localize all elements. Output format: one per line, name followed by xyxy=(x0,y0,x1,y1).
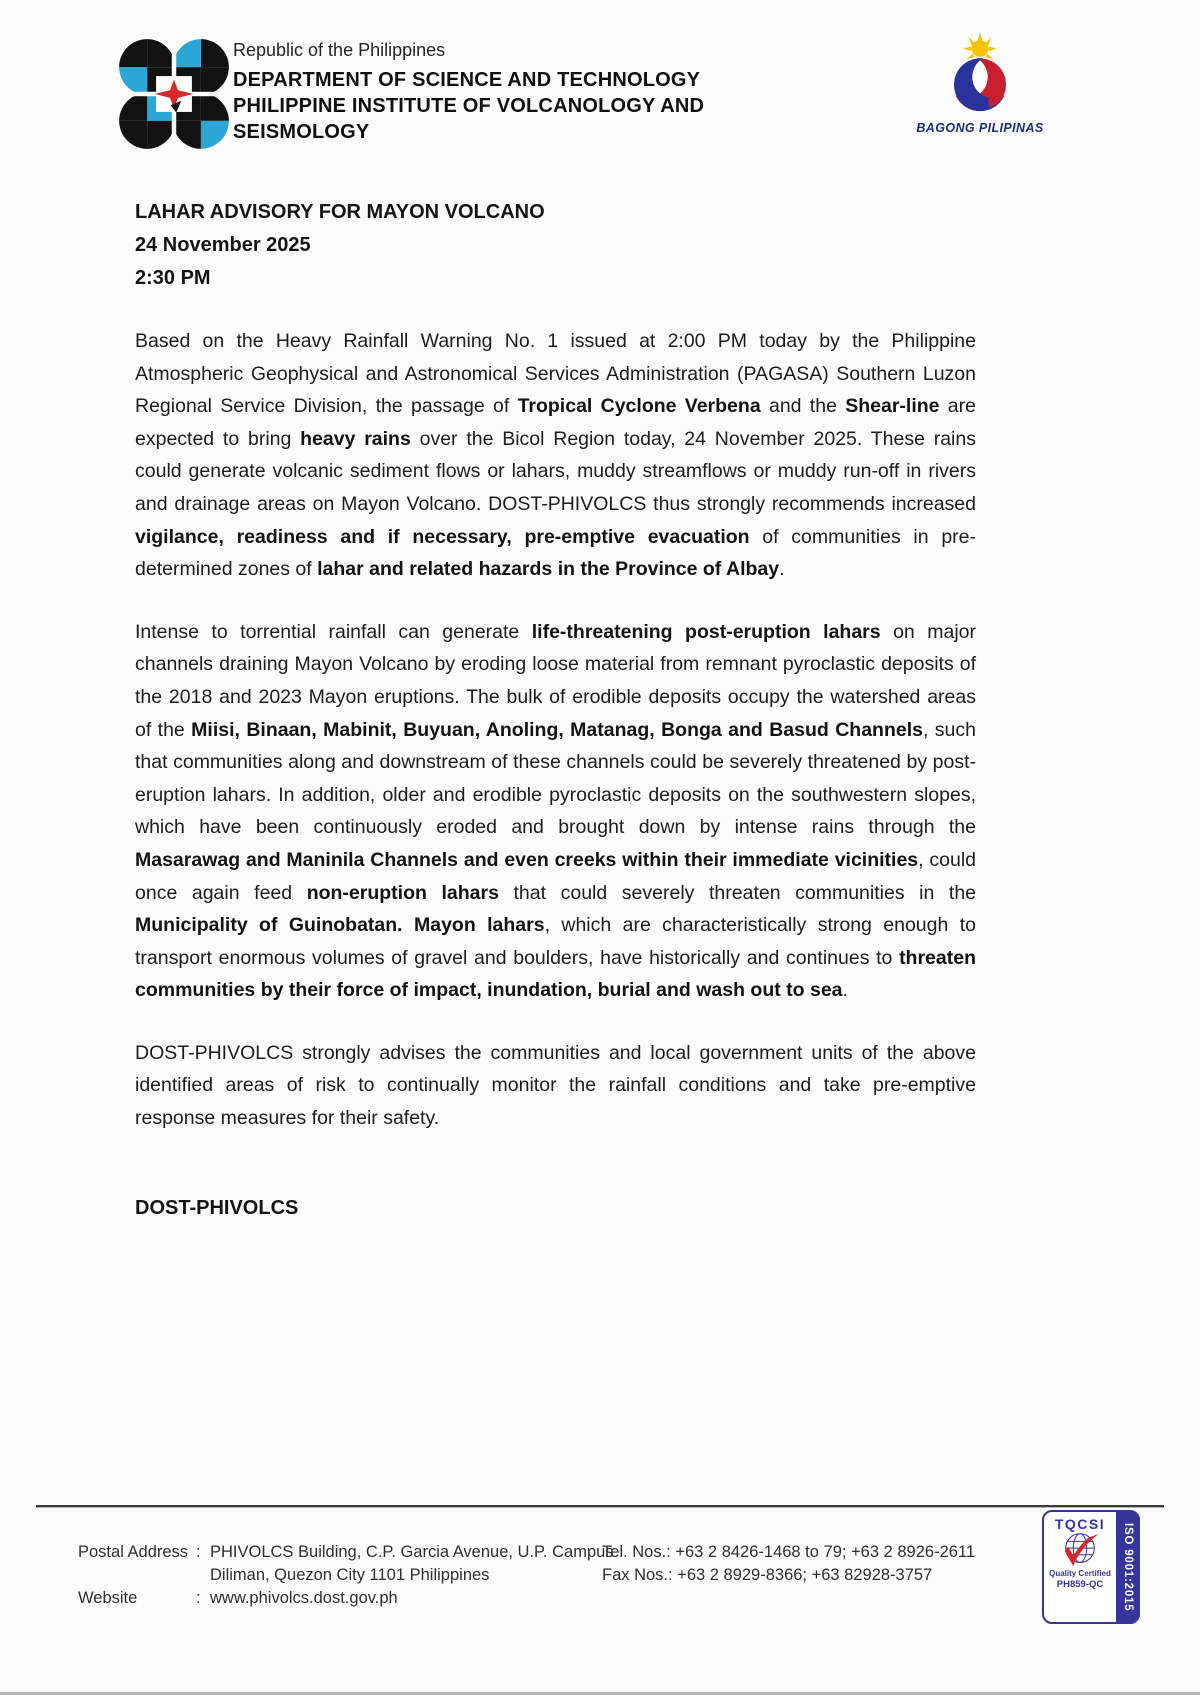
republic-line: Republic of the Philippines xyxy=(233,40,446,60)
department-line: DEPARTMENT OF SCIENCE AND TECHNOLOGY xyxy=(233,69,701,91)
tqcsi-iso-label: ISO 9001:2015 xyxy=(1122,1522,1134,1612)
postal-address-line1: PHIVOLCS Building, C.P. Garcia Avenue, U.P. Campus xyxy=(210,1543,614,1561)
postal-address-line2: Diliman, Quezon City 1101 Philippines xyxy=(210,1566,490,1584)
fax-line: Fax Nos.: +63 2 8929-8366; +63 82928-3757 xyxy=(602,1566,933,1584)
bagong-pilipinas-logo xyxy=(896,30,1064,135)
institute-line: PHILIPPINE INSTITUTE OF VOLCANOLOGY AND SEISMOLOGY xyxy=(233,95,705,143)
paragraph-rainfall-warning: Based on the Heavy Rainfall Warning No. 1 issued at 2:00 PM today by the Philippine Atmospheric Geophysical and Astronomical Services Administration (PAGASA) Southern Luzon Regional Service Division, the passage of Tropical Cyclone Verbena and the Shear-line are expected to bring heavy rains over the Bicol Region today, 24 November 2025. These rains could generate volcanic sediment flows or lahars, muddy streamflows or muddy run-off in rivers and drainage areas on Mayon Volcano. DOST-PHIVOLCS thus strongly recommends increased vigilance, readiness and if necessary, pre-emptive evacuation of communities in pre-determined zones of lahar and related hazards in the Province of Albay. xyxy=(135,330,976,581)
agency-name-block xyxy=(233,40,758,145)
postal-address-separator: : xyxy=(196,1543,201,1561)
advisory-time: 2:30 PM xyxy=(135,267,211,289)
tqcsi-cert-number: PH859-QC xyxy=(1056,1579,1104,1590)
footer-phone-block xyxy=(602,1541,975,1587)
footer-divider xyxy=(36,1505,1164,1507)
signature: DOST-PHIVOLCS xyxy=(135,1196,299,1219)
bagong-pilipinas-label: BAGONG PILIPINAS xyxy=(916,121,1044,135)
advisory-title-block xyxy=(135,196,976,295)
tqcsi-certification-logo xyxy=(1042,1510,1140,1624)
website-label: Website xyxy=(78,1589,138,1607)
advisory-heading: LAHAR ADVISORY FOR MAYON VOLCANO xyxy=(135,201,545,223)
paragraph-advice: DOST-PHIVOLCS strongly advises the communities and local government units of the above identified areas of risk to continually monitor the rainfall conditions and take pre-emptive response measures for their safety. xyxy=(135,1041,976,1130)
website-separator: : xyxy=(196,1589,201,1607)
advisory-date: 24 November 2025 xyxy=(135,234,311,256)
advisory-content xyxy=(135,196,976,1220)
phivolcs-seal-icon xyxy=(118,38,230,150)
tqcsi-globe-check-icon xyxy=(1057,1529,1103,1571)
tel-line: Tel. Nos.: +63 2 8426-1468 to 79; +63 2 8926-2611 xyxy=(602,1543,976,1561)
tqcsi-name: TQCSI xyxy=(1054,1516,1106,1532)
footer-address-block xyxy=(78,1541,614,1610)
tqcsi-quality-certified: Quality Certified xyxy=(1049,1569,1111,1578)
bagong-pilipinas-icon xyxy=(930,30,1030,120)
paragraph-lahar-channels: Intense to torrential rainfall can generate life-threatening post-eruption lahars on major channels draining Mayon Volcano by eroding loose material from remnant pyroclastic deposits of the 2018 and 2023 Mayon eruptions. The bulk of erodible deposits occupy the watershed areas of the Miisi, Binaan, Mabinit, Buyuan, Anoling, Matanag, Bonga and Basud Channels, such that communities along and downstream of these channels could be severely threatened by post-eruption lahars. In addition, older and erodible pyroclastic deposits on the southwestern slopes, which have been continuously eroded and brought down by intense rains through the Masarawag and Maninila Channels and even creeks within their immediate vicinities, could once again feed non-eruption lahars that could severely threaten communities in the Municipality of Guinobatan. Mayon lahars, which are characteristically strong enough to transport enormous volumes of gravel and boulders, have historically and continues to threaten communities by their force of impact, inundation, burial and wash out to sea. xyxy=(135,620,977,1002)
postal-address-label: Postal Address xyxy=(78,1543,189,1561)
website-value: www.phivolcs.dost.gov.ph xyxy=(210,1589,398,1607)
